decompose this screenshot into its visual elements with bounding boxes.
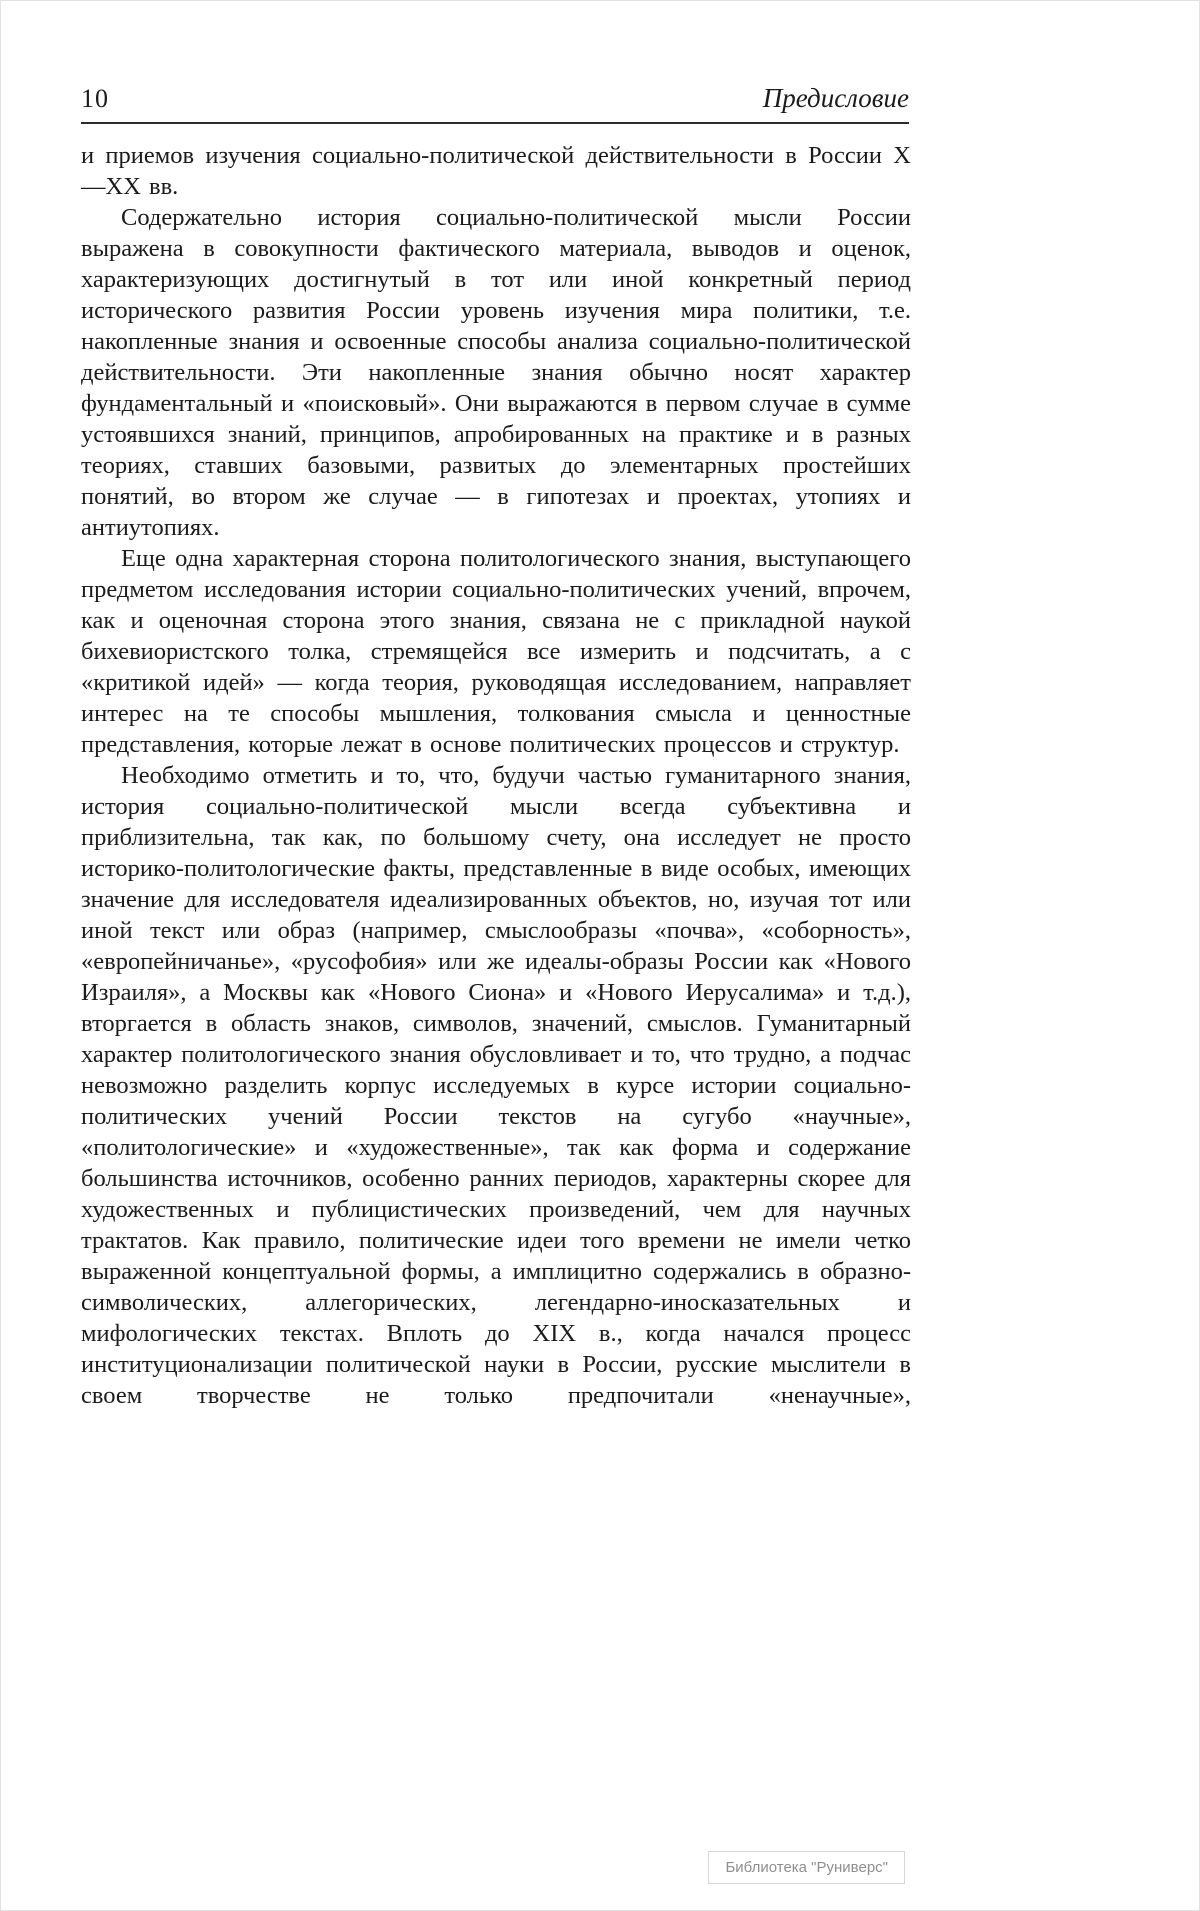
paragraph: и приемов изучения социально-политической действительности в России X—XX вв. <box>81 142 911 200</box>
header-rule <box>81 122 909 124</box>
page-number: 10 <box>81 84 109 113</box>
paragraph: Содержательно история социально-политической мысли России выражена в совокупности фактического материала, выводов и оценок, характеризующих достигнутый в тот или иной конкретный период исторического развития России уровень изучения мира политики, т.е. накопленные знания и освоенные способы анализа социально-политической действительности. Эти накопленные знания обычно носят характер фундаментальный и «поисковый». Они выражаются в первом случае в сумме устоявшихся знаний, принципов, апробированных на практике и в разных теориях, ставших базовыми, развитых до элементарных простейших понятий, во втором же случае — в гипотезах и проектах, утопиях и антиутопиях. <box>81 204 911 541</box>
body-text <box>81 140 911 1411</box>
running-header <box>81 83 909 114</box>
paragraph: Необходимо отметить и то, что, будучи частью гуманитарного знания, история социально-политической мысли всегда субъективна и приблизительна, так как, по большому счету, она исследует не просто историко-политологические факты, представленные в виде особых, имеющих значение для исследователя идеализированных объектов, но, изучая тот или иной текст или образ (например, смыслообразы «почва», «соборность», «европейничанье», «русофобия» или же идеалы-образы России как «Нового Израиля», а Москвы как «Нового Сиона» и «Нового Иерусалима» и т.д.), вторгается в область знаков, символов, значений, смыслов. Гуманитарный характер политологического знания обусловливает и то, что трудно, а подчас невозможно разделить корпус исследуемых в курсе истории социально-политических учений России текстов на сугубо «научные», «политологические» и «художественные», так как форма и содержание большинства источников, особенно ранних периодов, характерны скорее для художественных и публицистических произведений, чем для научных трактатов. Как правило, политические идеи того времени не имели четко выраженной концептуальной формы, а имплицитно содержались в образно-символических, аллегорических, легендарно-иносказательных и мифологических текстах. Вплоть до XIX в., когда начался процесс институционализации политической науки в России, русские мыслители в своем творчестве не только предпочитали «ненаучные», <box>81 762 911 1409</box>
running-header-title: Предисловие <box>762 83 909 113</box>
library-credit-label: Библиотека "Руниверс" <box>725 1859 888 1876</box>
library-credit <box>708 1851 905 1884</box>
paragraph: Еще одна характерная сторона политологического знания, выступающего предметом исследования истории социально-политических учений, впрочем, как и оценочная сторона этого знания, связана не с прикладной наукой бихевиористского толка, стремящейся все измерить и подсчитать, а с «критикой идей» — когда теория, руководящая исследованием, направляет интерес на те способы мышления, толкования смысла и ценностные представления, которые лежат в основе политических процессов и структур. <box>81 545 911 758</box>
